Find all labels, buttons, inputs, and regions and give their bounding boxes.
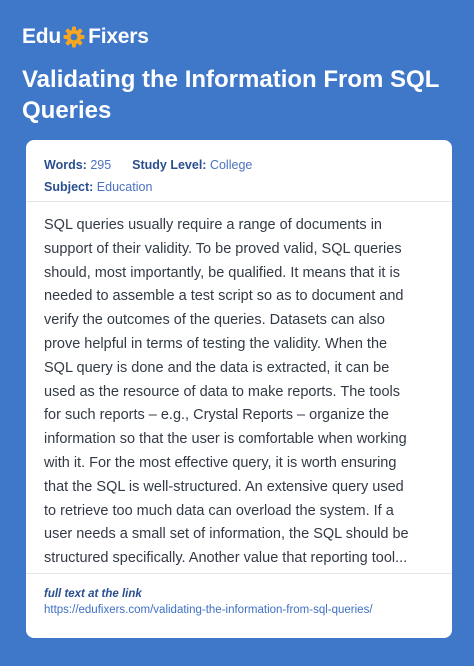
excerpt-line: to retrieve too much data can overload the system. If a (44, 502, 394, 519)
essay-excerpt (44, 214, 438, 571)
excerpt-line: information so that the user is comfortable when working (44, 431, 407, 448)
meta-row-words-level (44, 157, 252, 173)
essay-card (26, 140, 452, 638)
excerpt-line: SQL queries usually require a range of documents in (44, 217, 382, 233)
gear-icon (62, 25, 86, 49)
page-title: Validating the Information From SQL Queries (22, 66, 439, 124)
excerpt-line: prove helpful in terms of testing the validity. When the (44, 335, 388, 352)
study-level-label: Study Level: (132, 158, 207, 172)
excerpt-line: that the SQL is well-structured. An extensive query used (44, 478, 404, 495)
excerpt-line: for such reports – e.g., Crystal Reports – organize the (44, 407, 389, 424)
excerpt-line: verify the outcomes of the queries. Datasets can also (44, 312, 385, 329)
subject-value: Education (96, 180, 153, 194)
excerpt-line: used as the resource of data to make reports. The tools (44, 383, 400, 400)
words-label: Words: (44, 158, 87, 172)
full-text-link[interactable]: https://edufixers.com/validating-the-information-from-sql-queries/ (44, 604, 373, 616)
words-value: 295 (90, 158, 112, 172)
excerpt-line: SQL query is done and the data is extracted, it can be (44, 359, 390, 376)
excerpt-line: needed to assemble a test script so as to document and (44, 288, 404, 305)
excerpt-line: structured specifically. Another value that reporting tool... (44, 550, 408, 567)
excerpt-line: support of their validity. To be proved valid, SQL queries (44, 240, 402, 257)
excerpt-line: user needs a small set of information, the SQL should be (44, 526, 409, 543)
excerpt-line: with it. For the most effective query, it is worth ensuring (44, 454, 397, 471)
full-text-label: full text at the link (44, 588, 142, 600)
footer-divider (26, 573, 452, 574)
site-logo[interactable] (22, 22, 149, 52)
meta-divider (26, 201, 452, 202)
logo-text-left: Edu (22, 25, 62, 48)
study-level-value: College (209, 158, 253, 172)
logo-text-right: Fixers (88, 25, 149, 48)
subject-label: Subject: (44, 180, 94, 194)
excerpt-line: should, most importantly, be qualified. It means that it is (44, 264, 400, 281)
meta-row-subject (44, 179, 152, 195)
